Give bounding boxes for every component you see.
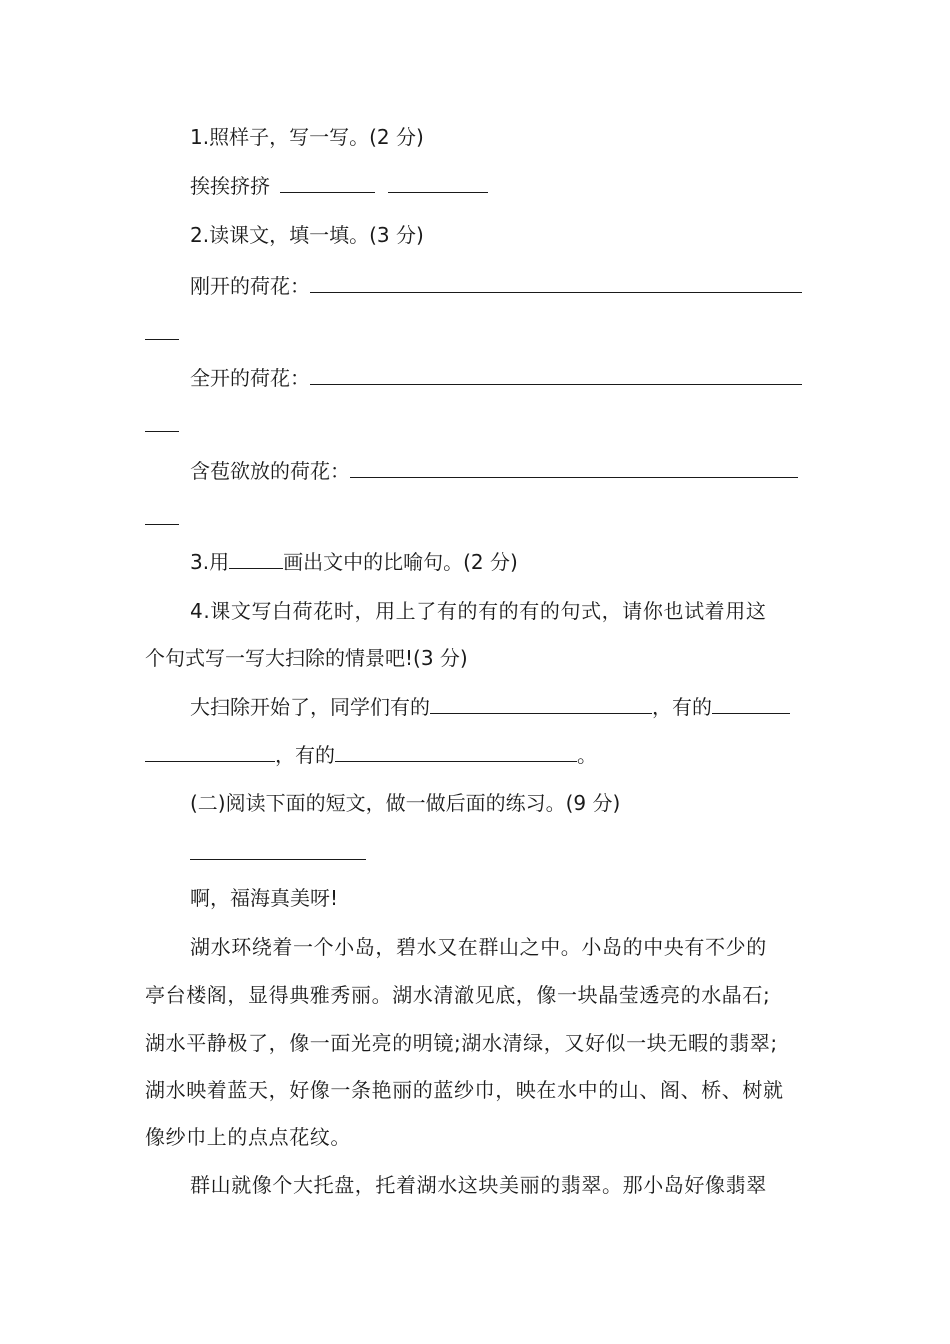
item-label: 刚开的荷花：: [190, 274, 310, 298]
question-4-line-2: 个句式写一写大扫除的情景吧!(3 分): [145, 646, 468, 670]
answer-blank[interactable]: [310, 364, 802, 385]
q4-answer-text: 大扫除开始了，同学们有的: [190, 695, 430, 719]
question-2-item-1: [190, 271, 810, 301]
answer-blank[interactable]: [712, 693, 790, 714]
paragraph-1-line-3: 湖水平静极了，像一面光亮的明镜;湖水清绿，又好似一块无暇的翡翠;: [145, 1031, 778, 1055]
reading-opening: 啊，福海真美呀!: [190, 886, 339, 910]
question-4-line-1: 4.课文写白荷花时，用上了有的有的有的句式，请你也试着用这: [190, 599, 767, 623]
answer-blank[interactable]: [335, 741, 577, 762]
answer-blank[interactable]: [145, 741, 275, 762]
answer-blank[interactable]: [388, 172, 488, 193]
question-2-item-3: [190, 456, 810, 486]
item-label: 全开的荷花：: [190, 366, 310, 390]
paragraph-2-line-1: 群山就像个大托盘，托着湖水这块美丽的翡翠。那小岛好像翡翠: [190, 1173, 767, 1197]
paragraph-1-line-2: 亭台楼阁，显得典雅秀丽。湖水清澈见底，像一块晶莹透亮的水晶石;: [145, 983, 771, 1007]
question-1-title: 1.照样子，写一写。(2 分): [190, 125, 424, 149]
answer-blank-continuation[interactable]: [145, 410, 810, 440]
question-1-example: 挨挨挤挤: [190, 174, 270, 198]
answer-blank[interactable]: [280, 172, 375, 193]
paragraph-1-line-4: 湖水映着蓝天，好像一条艳丽的蓝纱巾，映在水中的山、阁、桥、树就: [145, 1078, 784, 1102]
q3-suffix: 画出文中的比喻句。(2 分): [283, 550, 518, 574]
item-label: 含苞欲放的荷花：: [190, 459, 350, 483]
paragraph-1-line-5: 像纱巾上的点点花纹。: [145, 1125, 351, 1149]
answer-blank[interactable]: [350, 457, 798, 478]
question-2-item-2: [190, 363, 810, 393]
q4-answer-text: ，有的: [275, 743, 335, 767]
answer-blank-continuation[interactable]: [145, 503, 810, 533]
question-4-answer-line-2: [145, 740, 810, 770]
q3-prefix: 3.用: [190, 550, 230, 574]
paragraph-1-line-1: 湖水环绕着一个小岛，碧水又在群山之中。小岛的中央有不少的: [190, 935, 767, 959]
answer-blank[interactable]: [430, 693, 652, 714]
question-1-answer-line: [190, 171, 810, 201]
answer-blank[interactable]: [229, 548, 283, 569]
reading-section-title: (二)阅读下面的短文，做一做后面的练习。(9 分): [190, 791, 621, 815]
answer-blank-continuation[interactable]: [145, 318, 810, 348]
question-2-title: 2.读课文，填一填。(3 分): [190, 223, 424, 247]
q4-answer-text: 。: [577, 743, 597, 767]
reading-title-blank[interactable]: [190, 838, 810, 868]
q4-answer-text: ，有的: [652, 695, 712, 719]
question-3: [190, 547, 810, 577]
answer-blank[interactable]: [310, 272, 802, 293]
question-4-answer-line-1: [190, 692, 810, 722]
